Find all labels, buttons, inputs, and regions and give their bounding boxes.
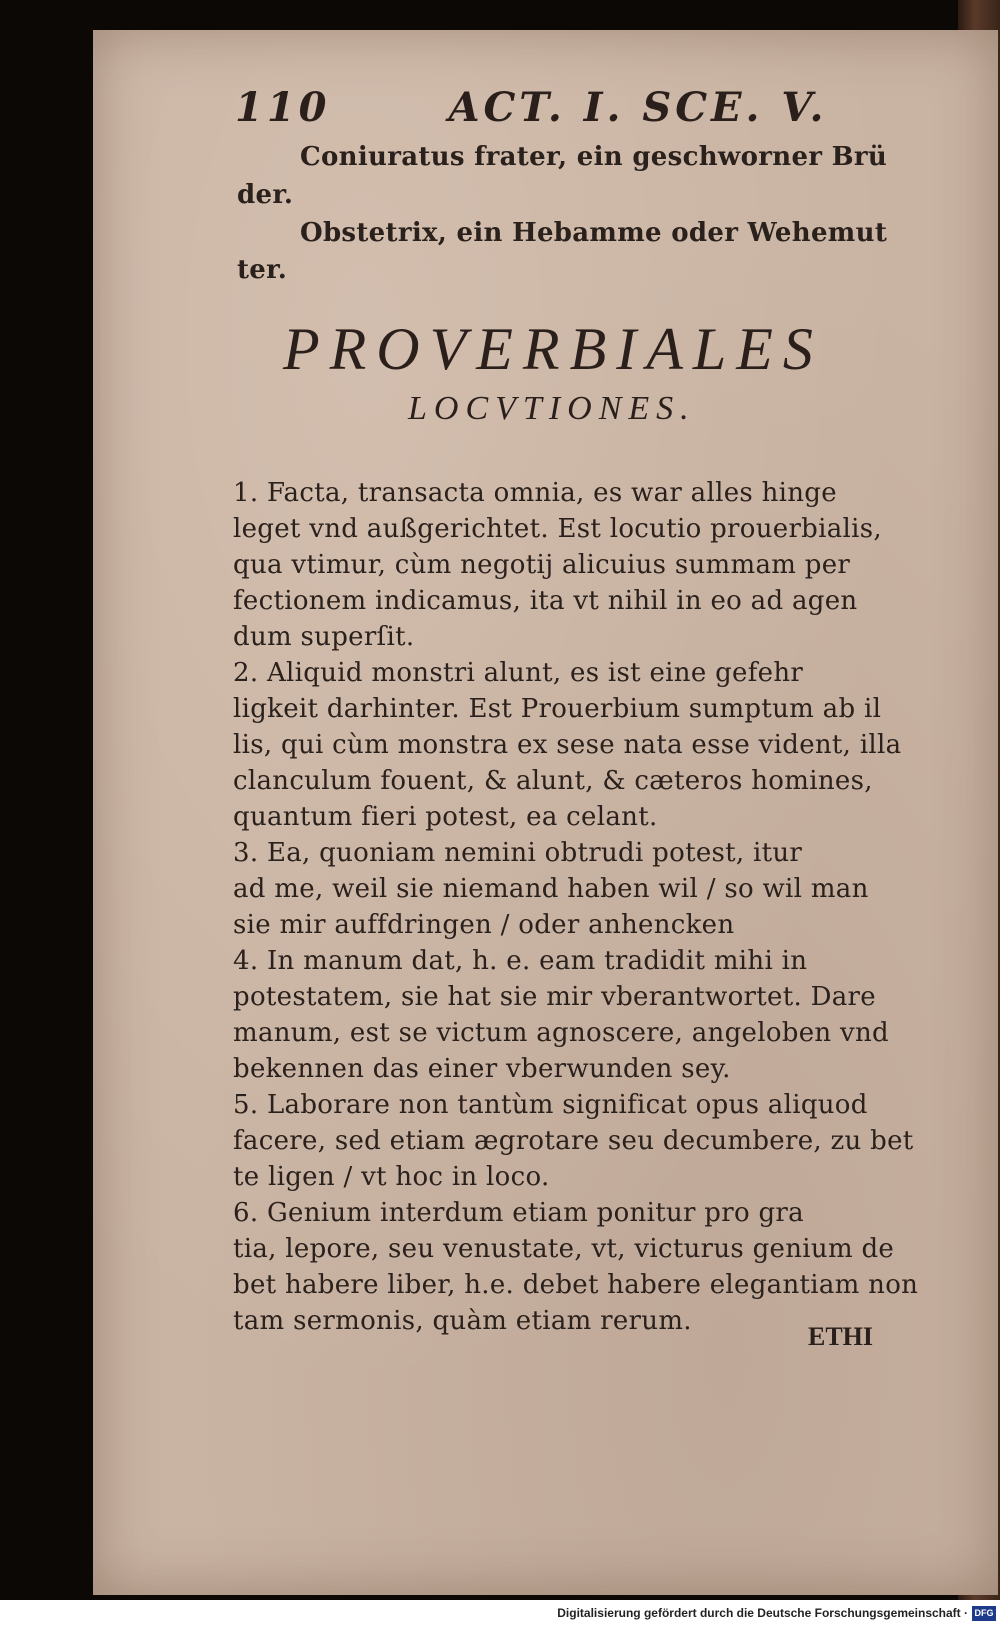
running-head: ACT. I. SCE. V. <box>448 84 828 131</box>
body-line: lis, qui cùm monstra ex sese nata esse vident, illa <box>233 730 902 760</box>
body-line: 6. Genium interdum etiam ponitur pro gra <box>233 1198 804 1228</box>
body-line: bekennen das einer vberwunden sey. <box>233 1054 731 1084</box>
entry-line: ter. <box>237 255 288 285</box>
body-line: facere, sed etiam ægrotare seu decumbere, zu bet <box>233 1126 914 1156</box>
body-line: qua vtimur, cùm negotij alicuius summam per <box>233 550 851 580</box>
entry-line: Coniuratus frater, ein geschworner Brü <box>300 142 888 172</box>
body-line: 2. Aliquid monstri alunt, es ist eine gefehr <box>233 658 804 688</box>
body-line: 3. Ea, quoniam nemini obtrudi potest, itur <box>233 838 803 868</box>
body-line: tia, lepore, seu venustate, vt, victurus genium de <box>233 1234 895 1264</box>
body-line: tam sermonis, quàm etiam rerum. <box>233 1306 692 1336</box>
body-line: leget vnd außgerichtet. Est locutio prouerbialis, <box>233 514 882 544</box>
body-line: ad me, weil sie niemand haben wil / so wil man <box>233 874 869 904</box>
body-line: potestatem, sie hat sie mir vberantwortet. Dare <box>233 982 876 1012</box>
section-title: PROVERBIALES <box>283 316 823 382</box>
body-line: sie mir auffdringen / oder anhencken <box>233 910 735 940</box>
section-subtitle: LOCVTIONES. <box>408 390 696 427</box>
body-line: fectionem indicamus, ita vt nihil in eo ad agen <box>233 586 858 616</box>
funding-notice: Digitalisierung gefördert durch die Deutsche Forschungsgemeinschaft · <box>557 1606 968 1620</box>
body-line: bet habere liber, h.e. debet habere elegantiam non <box>233 1270 919 1300</box>
page-number: 110 <box>235 84 331 131</box>
body-line: quantum fieri potest, ea celant. <box>233 802 658 832</box>
body-line: 5. Laborare non tantùm significat opus aliquod <box>233 1090 868 1120</box>
body-line: clanculum fouent, & alunt, & cæteros homines, <box>233 766 873 796</box>
body-line: te ligen / vt hoc in loco. <box>233 1162 550 1192</box>
entry-line: der. <box>237 180 294 210</box>
entry-line: Obstetrix, ein Hebamme oder Wehemut <box>300 218 888 248</box>
body-line: 1. Facta, transacta omnia, es war alles hinge <box>233 478 837 508</box>
body-line: manum, est se victum agnoscere, angeloben vnd <box>233 1018 889 1048</box>
body-line: ligkeit darhinter. Est Prouerbium sumptum ab il <box>233 694 882 724</box>
body-line: dum superſit. <box>233 622 415 652</box>
body-line: 4. In manum dat, h. e. eam tradidit mihi in <box>233 946 808 976</box>
running-header <box>235 84 828 136</box>
dfg-logo[interactable]: DFG <box>972 1606 996 1621</box>
catchword: ETHI <box>808 1322 874 1351</box>
